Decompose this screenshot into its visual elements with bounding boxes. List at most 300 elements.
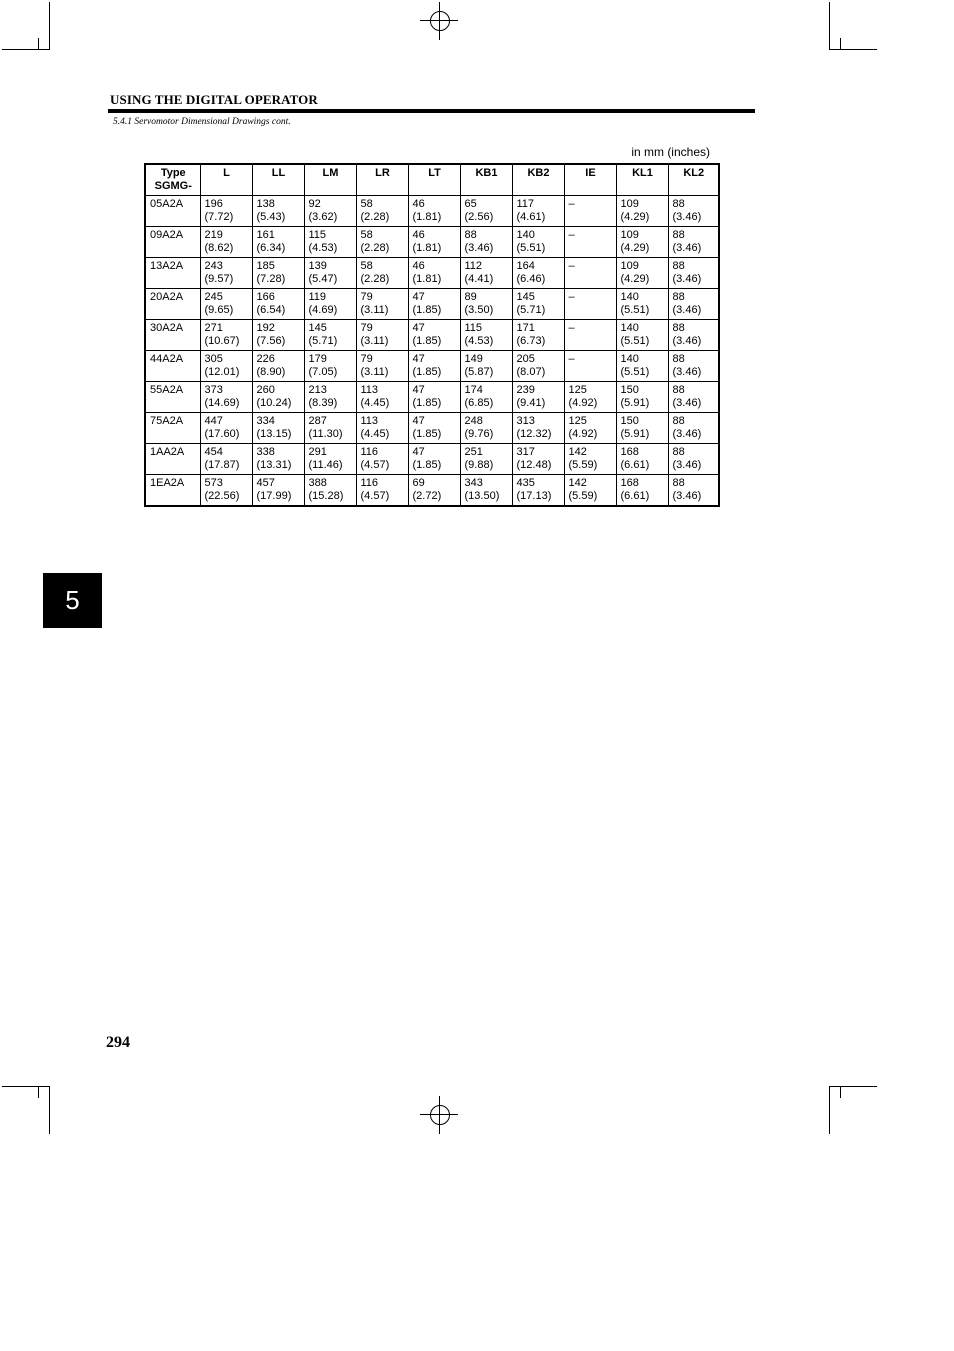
dimension-mm: 271 — [204, 322, 223, 334]
dimension-inches: (4.29) — [620, 273, 650, 285]
dimension-cell — [304, 475, 356, 507]
dimension-cell — [564, 413, 616, 444]
dimension-mm: – — [568, 353, 575, 365]
dimension-mm: 113 — [360, 384, 379, 396]
dimension-inches: (3.46) — [464, 242, 494, 254]
dimension-cell — [564, 351, 616, 382]
dimension-inches: (5.47) — [308, 273, 338, 285]
crop-mark-bl-h — [2, 1086, 50, 1087]
column-header: L — [200, 164, 252, 196]
column-header: LM — [304, 164, 356, 196]
dimension-cell — [460, 227, 512, 258]
crop-mark-bl-v — [49, 1086, 50, 1134]
dimension-cell — [460, 351, 512, 382]
column-header: LT — [408, 164, 460, 196]
dimension-inches: (3.46) — [672, 428, 702, 440]
dimension-inches: (6.85) — [464, 397, 494, 409]
dimension-inches: (1.81) — [412, 242, 442, 254]
page-number: 294 — [106, 1034, 130, 1051]
dimension-cell — [356, 413, 408, 444]
dimension-cell — [564, 227, 616, 258]
dimension-cell — [408, 320, 460, 351]
table-row — [145, 227, 719, 258]
dimension-cell — [356, 196, 408, 227]
dimension-cell — [356, 320, 408, 351]
dimension-cell — [200, 351, 252, 382]
dimension-mm: 47 — [412, 291, 425, 303]
dimension-mm: 343 — [464, 477, 483, 489]
dimension-cell — [304, 258, 356, 289]
dimension-mm: 142 — [568, 446, 587, 458]
dimension-mm: 447 — [204, 415, 223, 427]
dimension-cell — [512, 444, 564, 475]
dimension-cell — [616, 227, 668, 258]
dimension-inches: (3.46) — [672, 366, 702, 378]
dimension-cell — [512, 413, 564, 444]
dimension-inches: (17.13) — [516, 490, 552, 502]
dimension-cell — [356, 258, 408, 289]
type-cell: 44A2A — [145, 351, 200, 382]
dimension-inches: (5.51) — [620, 335, 650, 347]
dimension-cell — [304, 444, 356, 475]
dimension-inches: (5.59) — [568, 459, 598, 471]
dimension-cell — [460, 289, 512, 320]
dimension-inches: (7.05) — [308, 366, 338, 378]
dimension-cell — [616, 196, 668, 227]
dimension-cell — [200, 227, 252, 258]
dimension-mm: 112 — [464, 260, 483, 272]
dimension-inches: (6.61) — [620, 490, 650, 502]
dimension-mm: 109 — [620, 229, 639, 241]
dimension-mm: 109 — [620, 198, 639, 210]
dimension-mm: 251 — [464, 446, 483, 458]
dimension-inches: (1.81) — [412, 211, 442, 223]
dimension-cell — [564, 289, 616, 320]
table-row — [145, 382, 719, 413]
dimension-mm: 213 — [308, 384, 327, 396]
dimension-mm: 58 — [360, 260, 373, 272]
dimension-inches: (6.46) — [516, 273, 546, 285]
dimension-inches: (4.57) — [360, 490, 390, 502]
dimension-inches: (4.41) — [464, 273, 494, 285]
dimension-mm: 142 — [568, 477, 587, 489]
dimension-inches: (1.85) — [412, 304, 442, 316]
table-row — [145, 289, 719, 320]
dimension-mm: 88 — [672, 198, 685, 210]
dimension-cell — [304, 227, 356, 258]
dimension-inches: (17.87) — [204, 459, 240, 471]
section-header-title: USING THE DIGITAL OPERATOR — [110, 92, 318, 107]
dimension-cell — [512, 289, 564, 320]
section-subtitle: 5.4.1 Servomotor Dimensional Drawings cont. — [113, 117, 291, 127]
table-row — [145, 258, 719, 289]
dimension-inches: (12.01) — [204, 366, 240, 378]
dimension-inches: (11.46) — [308, 459, 343, 471]
dimension-mm: 139 — [308, 260, 327, 272]
type-cell: 09A2A — [145, 227, 200, 258]
dimension-inches: (9.65) — [204, 304, 234, 316]
dimension-cell — [460, 320, 512, 351]
dimension-mm: 88 — [672, 291, 685, 303]
dimension-mm: 46 — [412, 229, 425, 241]
dimension-mm: 46 — [412, 260, 425, 272]
dimension-cell — [200, 258, 252, 289]
column-header: KL2 — [668, 164, 719, 196]
chapter-tab: 5 — [43, 573, 102, 628]
dimension-inches: (4.45) — [360, 428, 390, 440]
dimension-cell — [408, 351, 460, 382]
dimension-inches: (4.61) — [516, 211, 546, 223]
registration-circle-top — [430, 11, 450, 31]
dimension-mm: 373 — [204, 384, 223, 396]
dimension-cell — [408, 444, 460, 475]
table-row — [145, 196, 719, 227]
dimension-inches: (1.85) — [412, 335, 442, 347]
dimension-mm: 116 — [360, 477, 379, 489]
dimension-mm: – — [568, 322, 575, 334]
dimension-mm: – — [568, 291, 575, 303]
dimension-cell — [616, 444, 668, 475]
dimension-mm: 388 — [308, 477, 327, 489]
dimension-inches: (1.85) — [412, 397, 442, 409]
dimension-inches: (5.91) — [620, 428, 650, 440]
dimension-mm: 161 — [256, 229, 275, 241]
dimension-inches: (4.57) — [360, 459, 390, 471]
dimension-inches: (5.59) — [568, 490, 598, 502]
dimension-cell — [460, 258, 512, 289]
dimension-inches: (17.99) — [256, 490, 292, 502]
type-cell: 1AA2A — [145, 444, 200, 475]
dimension-cell — [304, 289, 356, 320]
dimension-inches: (3.50) — [464, 304, 494, 316]
dimension-cell — [408, 289, 460, 320]
dimension-cell — [616, 258, 668, 289]
dimension-cell — [252, 413, 304, 444]
dimension-mm: 171 — [516, 322, 535, 334]
dimension-cell — [668, 351, 719, 382]
dimension-cell — [252, 258, 304, 289]
dimension-inches: (8.07) — [516, 366, 546, 378]
dimension-mm: 174 — [464, 384, 483, 396]
dimension-inches: (4.69) — [308, 304, 338, 316]
dimension-mm: 140 — [516, 229, 535, 241]
dimension-cell — [668, 382, 719, 413]
dimension-cell — [668, 227, 719, 258]
dimension-mm: 457 — [256, 477, 275, 489]
dimension-mm: 185 — [256, 260, 275, 272]
dimension-inches: (7.72) — [204, 211, 234, 223]
dimension-cell — [460, 444, 512, 475]
column-header: LL — [252, 164, 304, 196]
dimension-cell — [564, 475, 616, 507]
dimension-inches: (3.11) — [360, 335, 389, 347]
dimension-inches: (2.28) — [360, 273, 390, 285]
dimension-inches: (2.28) — [360, 211, 390, 223]
type-cell: 30A2A — [145, 320, 200, 351]
dimension-cell — [564, 258, 616, 289]
dimension-mm: 125 — [568, 415, 587, 427]
type-header — [145, 164, 200, 196]
dimension-mm: 164 — [516, 260, 535, 272]
type-cell: 75A2A — [145, 413, 200, 444]
dimension-cell — [460, 413, 512, 444]
dimension-inches: (3.46) — [672, 242, 702, 254]
dimension-cell — [460, 382, 512, 413]
dimension-mm: 435 — [516, 477, 535, 489]
dimension-mm: 145 — [516, 291, 535, 303]
dimension-inches: (8.62) — [204, 242, 234, 254]
dimension-cell — [304, 382, 356, 413]
dimension-mm: 79 — [360, 353, 373, 365]
dimension-cell — [668, 413, 719, 444]
dimension-mm: 117 — [516, 198, 535, 210]
dimension-cell — [512, 475, 564, 507]
dimension-mm: 287 — [308, 415, 327, 427]
dimension-inches: (3.62) — [308, 211, 338, 223]
dimension-cell — [252, 444, 304, 475]
dimension-inches: (5.71) — [308, 335, 338, 347]
crop-mark-tr-v2 — [840, 38, 841, 50]
dimension-mm: 454 — [204, 446, 223, 458]
dimension-inches: (3.11) — [360, 304, 389, 316]
dimension-mm: 305 — [204, 353, 223, 365]
dimension-mm: 239 — [516, 384, 535, 396]
dimension-inches: (6.34) — [256, 242, 286, 254]
dimension-inches: (4.53) — [464, 335, 494, 347]
dimension-cell — [512, 227, 564, 258]
dimension-inches: (5.71) — [516, 304, 546, 316]
dimension-inches: (2.56) — [464, 211, 494, 223]
dimension-cell — [304, 320, 356, 351]
table-row — [145, 475, 719, 507]
dimension-cell — [668, 289, 719, 320]
table-row — [145, 444, 719, 475]
dimension-mm: – — [568, 260, 575, 272]
dimension-cell — [252, 227, 304, 258]
dimension-cell — [512, 351, 564, 382]
dimension-mm: 150 — [620, 415, 639, 427]
dimension-mm: 196 — [204, 198, 223, 210]
table-header-row — [145, 164, 719, 196]
crop-mark-tr-v — [829, 2, 830, 50]
dimension-cell — [668, 258, 719, 289]
dimension-cell — [616, 475, 668, 507]
dimension-mm: 119 — [308, 291, 327, 303]
dimension-cell — [200, 289, 252, 320]
dimension-mm: 113 — [360, 415, 379, 427]
dimension-mm: 338 — [256, 446, 275, 458]
dimension-inches: (2.28) — [360, 242, 390, 254]
dimension-mm: 58 — [360, 229, 373, 241]
dimension-mm: 88 — [672, 415, 685, 427]
dimension-cell — [200, 475, 252, 507]
dimension-cell — [668, 320, 719, 351]
type-cell: 55A2A — [145, 382, 200, 413]
dimension-mm: 88 — [672, 229, 685, 241]
dimension-cell — [512, 258, 564, 289]
dimension-mm: 47 — [412, 415, 425, 427]
column-header: LR — [356, 164, 408, 196]
crop-mark-tl-v2 — [38, 38, 39, 50]
dimension-inches: (5.51) — [516, 242, 546, 254]
crop-mark-br-h — [829, 1086, 877, 1087]
dimension-mm: 79 — [360, 291, 373, 303]
dimension-inches: (8.39) — [308, 397, 338, 409]
dimension-cell — [564, 444, 616, 475]
dimension-cell — [200, 196, 252, 227]
dimension-mm: 140 — [620, 291, 639, 303]
dimension-mm: 313 — [516, 415, 535, 427]
dimension-mm: 245 — [204, 291, 223, 303]
dimension-inches: (10.67) — [204, 335, 240, 347]
dimension-mm: 79 — [360, 322, 373, 334]
dimension-inches: (7.28) — [256, 273, 286, 285]
table-row — [145, 351, 719, 382]
dimension-inches: (13.31) — [256, 459, 292, 471]
dimension-inches: (1.85) — [412, 428, 442, 440]
crop-mark-bl-v2 — [38, 1086, 39, 1098]
dimension-inches: (3.46) — [672, 273, 702, 285]
dimension-inches: (22.56) — [204, 490, 240, 502]
dimension-mm: 138 — [256, 198, 275, 210]
column-header: KB1 — [460, 164, 512, 196]
crop-mark-tl-v — [49, 2, 50, 50]
dimension-mm: 65 — [464, 198, 477, 210]
dimension-cell — [408, 227, 460, 258]
table-body — [145, 196, 719, 507]
dimension-mm: – — [568, 229, 575, 241]
type-cell: 20A2A — [145, 289, 200, 320]
dimension-cell — [616, 413, 668, 444]
dimension-cell — [356, 475, 408, 507]
dimension-mm: 88 — [464, 229, 477, 241]
dimension-mm: 88 — [672, 322, 685, 334]
dimension-mm: 116 — [360, 446, 379, 458]
dimension-mm: 115 — [308, 229, 327, 241]
dimension-inches: (6.54) — [256, 304, 286, 316]
dimension-mm: 168 — [620, 477, 639, 489]
dimension-inches: (4.92) — [568, 397, 598, 409]
dimension-cell — [616, 351, 668, 382]
dimension-inches: (1.85) — [412, 459, 442, 471]
dimension-cell — [200, 320, 252, 351]
dimension-mm: 192 — [256, 322, 275, 334]
dimension-inches: (12.48) — [516, 459, 552, 471]
dimension-mm: 145 — [308, 322, 327, 334]
dimension-mm: 317 — [516, 446, 535, 458]
dimension-cell — [356, 444, 408, 475]
type-cell: 05A2A — [145, 196, 200, 227]
dimension-cell — [200, 382, 252, 413]
dimension-cell — [356, 351, 408, 382]
dimension-mm: 140 — [620, 353, 639, 365]
dimension-cell — [616, 320, 668, 351]
dimension-inches: (3.46) — [672, 397, 702, 409]
dimension-mm: 88 — [672, 477, 685, 489]
crop-mark-tr-h — [829, 49, 877, 50]
dimensions-table — [144, 163, 720, 507]
dimension-cell — [356, 289, 408, 320]
dimension-inches: (3.46) — [672, 490, 702, 502]
dimension-cell — [356, 382, 408, 413]
header-rule — [108, 109, 755, 113]
dimension-mm: 226 — [256, 353, 275, 365]
dimension-cell — [408, 258, 460, 289]
dimension-mm: 291 — [308, 446, 327, 458]
dimension-inches: (1.85) — [412, 366, 442, 378]
dimension-mm: 149 — [464, 353, 483, 365]
table-row — [145, 413, 719, 444]
dimension-cell — [512, 320, 564, 351]
dimension-mm: 47 — [412, 353, 425, 365]
column-header: KL1 — [616, 164, 668, 196]
dimension-inches: (2.72) — [412, 490, 442, 502]
dimension-cell — [616, 382, 668, 413]
dimension-cell — [356, 227, 408, 258]
dimension-inches: (4.29) — [620, 211, 650, 223]
dimension-cell — [564, 320, 616, 351]
column-header: IE — [564, 164, 616, 196]
dimension-cell — [200, 413, 252, 444]
dimension-cell — [460, 475, 512, 507]
dimension-mm: 92 — [308, 198, 321, 210]
dimension-mm: 88 — [672, 260, 685, 272]
dimension-inches: (8.90) — [256, 366, 286, 378]
dimension-cell — [564, 196, 616, 227]
dimension-inches: (9.76) — [464, 428, 494, 440]
dimension-mm: 47 — [412, 322, 425, 334]
dimension-mm: 47 — [412, 384, 425, 396]
dimension-inches: (5.91) — [620, 397, 650, 409]
dimension-inches: (6.61) — [620, 459, 650, 471]
type-header-line1: Type — [160, 167, 186, 179]
type-header-line2: SGMG- — [154, 180, 192, 192]
dimension-inches: (17.60) — [204, 428, 240, 440]
dimension-inches: (9.88) — [464, 459, 494, 471]
dimension-cell — [616, 289, 668, 320]
dimension-mm: 248 — [464, 415, 483, 427]
dimension-mm: 166 — [256, 291, 275, 303]
dimension-mm: 115 — [464, 322, 483, 334]
dimension-inches: (11.30) — [308, 428, 343, 440]
dimension-cell — [512, 382, 564, 413]
type-cell: 13A2A — [145, 258, 200, 289]
dimension-mm: 89 — [464, 291, 477, 303]
dimension-cell — [668, 444, 719, 475]
dimension-inches: (3.46) — [672, 459, 702, 471]
dimension-cell — [564, 382, 616, 413]
dimension-cell — [252, 320, 304, 351]
type-cell: 1EA2A — [145, 475, 200, 507]
dimension-mm: 88 — [672, 353, 685, 365]
dimension-mm: 205 — [516, 353, 535, 365]
dimension-inches: (5.51) — [620, 366, 650, 378]
dimension-cell — [408, 382, 460, 413]
dimension-mm: 88 — [672, 446, 685, 458]
dimension-cell — [252, 382, 304, 413]
dimension-cell — [668, 196, 719, 227]
dimension-mm: 47 — [412, 446, 425, 458]
dimension-inches: (3.46) — [672, 211, 702, 223]
dimension-inches: (4.45) — [360, 397, 390, 409]
dimension-cell — [252, 351, 304, 382]
dimension-inches: (4.29) — [620, 242, 650, 254]
dimension-inches: (13.50) — [464, 490, 500, 502]
dimension-inches: (5.51) — [620, 304, 650, 316]
units-label: in mm (inches) — [631, 145, 710, 159]
dimension-inches: (15.28) — [308, 490, 344, 502]
dimension-mm: 109 — [620, 260, 639, 272]
